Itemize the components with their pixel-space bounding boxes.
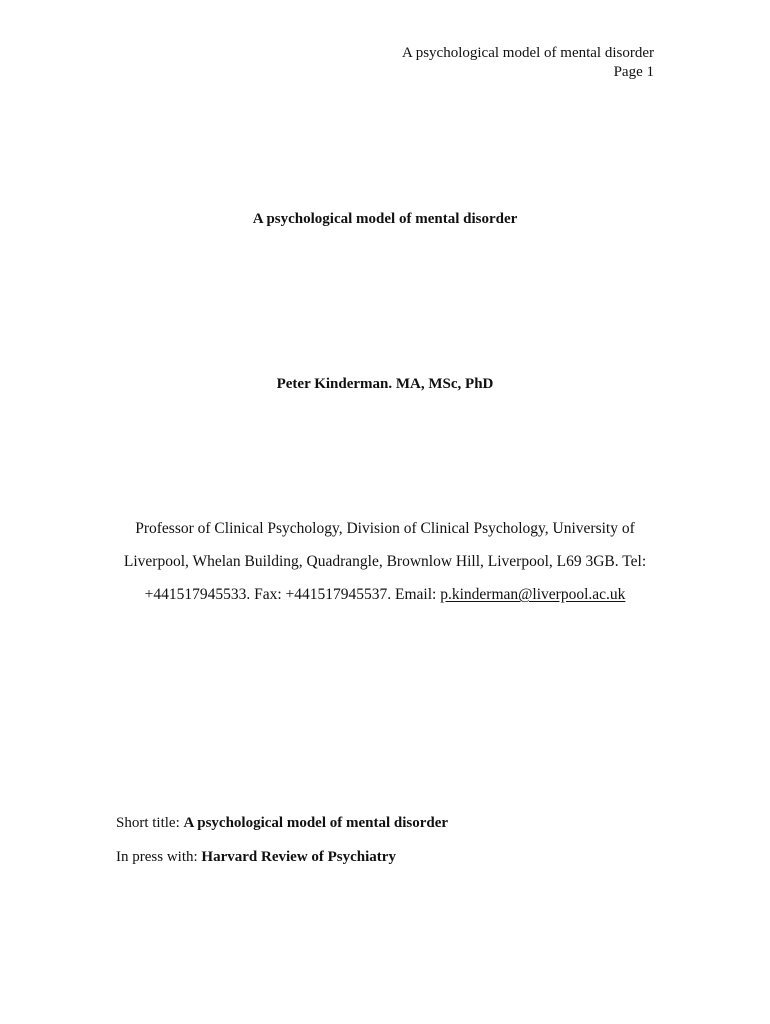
contact-numbers: +441517945533. Fax: +441517945537. Email: bbox=[144, 586, 441, 603]
running-head bbox=[402, 44, 654, 82]
short-title-value: A psychological model of mental disorder bbox=[183, 815, 449, 831]
affiliation-line-1: Professor of Clinical Psychology, Division of Clinical Psychology, University of bbox=[135, 520, 635, 537]
affiliation-line-3 bbox=[116, 578, 654, 611]
author-affiliation bbox=[116, 512, 654, 611]
journal-name: Harvard Review of Psychiatry bbox=[201, 849, 396, 865]
email-link[interactable]: p.kinderman@liverpool.ac.uk bbox=[440, 586, 626, 603]
in-press-line bbox=[116, 849, 396, 866]
affiliation-line-2: Liverpool, Whelan Building, Quadrangle, Brownlow Hill, Liverpool, L69 3GB. Tel: bbox=[123, 553, 647, 570]
running-title: A psychological model of mental disorder bbox=[401, 45, 654, 61]
in-press-label: In press with: bbox=[116, 849, 202, 865]
paper-title: A psychological model of mental disorder bbox=[252, 211, 518, 227]
page-number: Page 1 bbox=[613, 64, 654, 80]
short-title-label: Short title: bbox=[116, 815, 184, 831]
short-title-line bbox=[116, 815, 448, 832]
author-name: Peter Kinderman. MA, MSc, PhD bbox=[276, 376, 494, 392]
